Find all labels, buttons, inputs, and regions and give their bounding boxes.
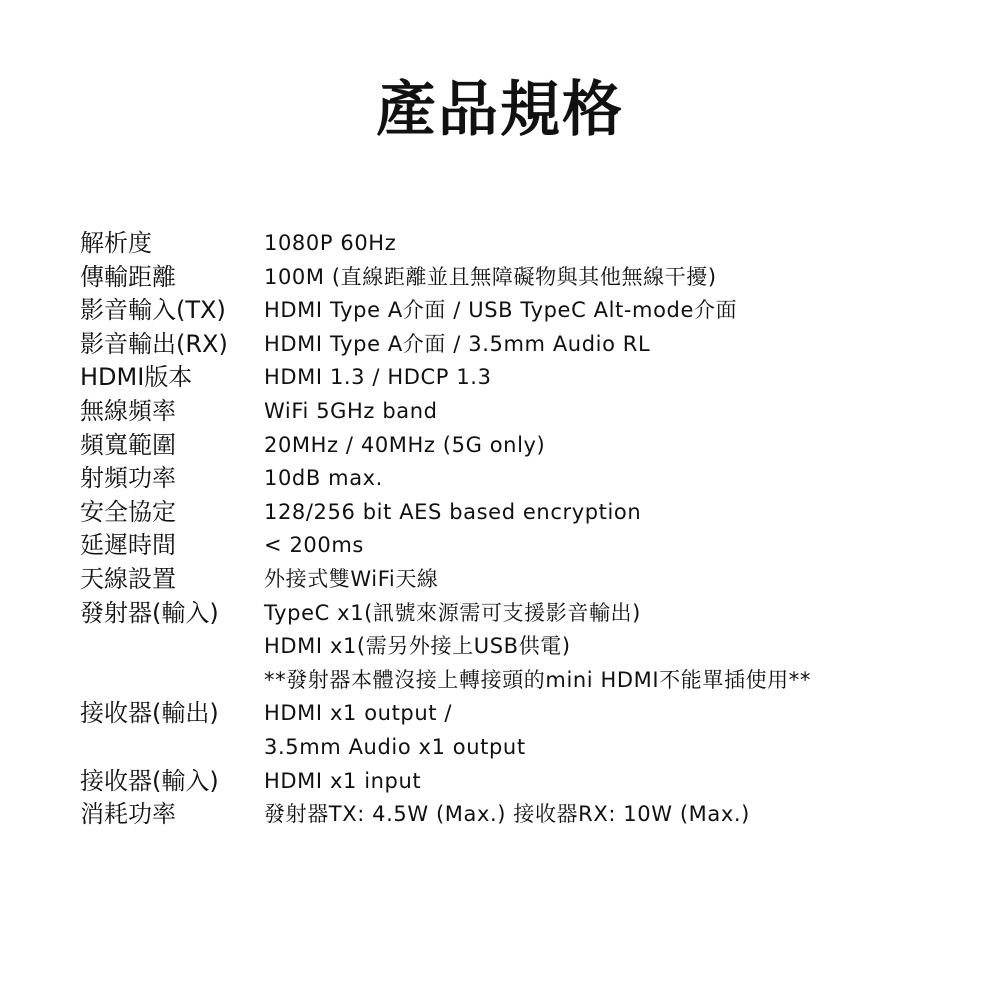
spec-row	[80, 395, 980, 429]
spec-values	[264, 529, 980, 563]
spec-label: 接收器(輸出)	[80, 699, 219, 728]
spec-values	[264, 294, 980, 328]
spec-value: **發射器本體沒接上轉接頭的mini HDMI不能單插使用**	[264, 667, 811, 692]
spec-value: HDMI x1 output /	[264, 701, 453, 726]
spec-value: HDMI 1.3 / HDCP 1.3	[264, 365, 492, 390]
spec-row	[80, 429, 980, 463]
spec-values	[264, 361, 980, 395]
spec-value: 1080P 60Hz	[264, 231, 397, 255]
spec-values	[264, 798, 980, 832]
spec-values	[264, 563, 980, 597]
spec-label: 接收器(輸入)	[80, 766, 219, 795]
spec-label: 延遲時間	[80, 531, 176, 560]
spec-value: TypeC x1(訊號來源需可支援影音輸出)	[264, 600, 641, 625]
spec-row	[80, 361, 980, 395]
spec-list	[80, 227, 980, 832]
spec-label: HDMI版本	[80, 363, 193, 392]
spec-row	[80, 697, 980, 764]
spec-value: HDMI x1 input	[264, 768, 422, 793]
spec-label: 頻寬範圍	[80, 430, 176, 459]
spec-values	[264, 697, 980, 764]
spec-value: 3.5mm Audio x1 output	[264, 734, 526, 759]
spec-values	[264, 462, 980, 496]
spec-label: 發射器(輸入)	[80, 598, 219, 627]
spec-label: 消耗功率	[80, 800, 176, 829]
spec-value: HDMI Type A介面 / USB TypeC Alt-mode介面	[264, 298, 738, 323]
spec-label: 無線頻率	[80, 396, 176, 425]
spec-values	[264, 429, 980, 463]
spec-value: 10dB max.	[264, 466, 383, 491]
spec-values	[264, 395, 980, 429]
spec-values	[264, 496, 980, 530]
spec-value: 外接式雙WiFi天線	[264, 566, 439, 591]
spec-value: HDMI Type A介面 / 3.5mm Audio RL	[264, 331, 651, 356]
spec-row	[80, 328, 980, 362]
spec-row	[80, 597, 980, 698]
spec-value: WiFi 5GHz band	[264, 398, 438, 423]
spec-label: 傳輸距離	[80, 262, 176, 291]
spec-row	[80, 227, 980, 261]
spec-values	[264, 261, 980, 295]
spec-values	[264, 597, 980, 698]
spec-row	[80, 294, 980, 328]
spec-label: 影音輸入(TX)	[80, 296, 226, 325]
page-title: 產品規格	[376, 75, 624, 145]
spec-row	[80, 563, 980, 597]
spec-row	[80, 765, 980, 799]
spec-row	[80, 462, 980, 496]
spec-label: 解析度	[80, 229, 152, 257]
spec-row	[80, 496, 980, 530]
spec-value: 20MHz / 40MHz (5G only)	[264, 432, 546, 457]
spec-values	[264, 328, 980, 362]
spec-values	[264, 227, 980, 261]
spec-row	[80, 798, 980, 832]
spec-label: 影音輸出(RX)	[80, 329, 228, 358]
spec-label: 天線設置	[80, 564, 176, 593]
spec-label: 射頻功率	[80, 464, 176, 493]
spec-value: 100M (直線距離並且無障礙物與其他無線干擾)	[264, 264, 717, 289]
spec-value: < 200ms	[264, 533, 364, 558]
spec-row	[80, 261, 980, 295]
spec-values	[264, 765, 980, 799]
spec-value: 發射器TX: 4.5W (Max.) 接收器RX: 10W (Max.)	[264, 802, 750, 827]
spec-label: 安全協定	[80, 497, 176, 526]
spec-value: 128/256 bit AES based encryption	[264, 499, 642, 524]
spec-value: HDMI x1(需另外接上USB供電)	[264, 634, 571, 659]
spec-row	[80, 529, 980, 563]
